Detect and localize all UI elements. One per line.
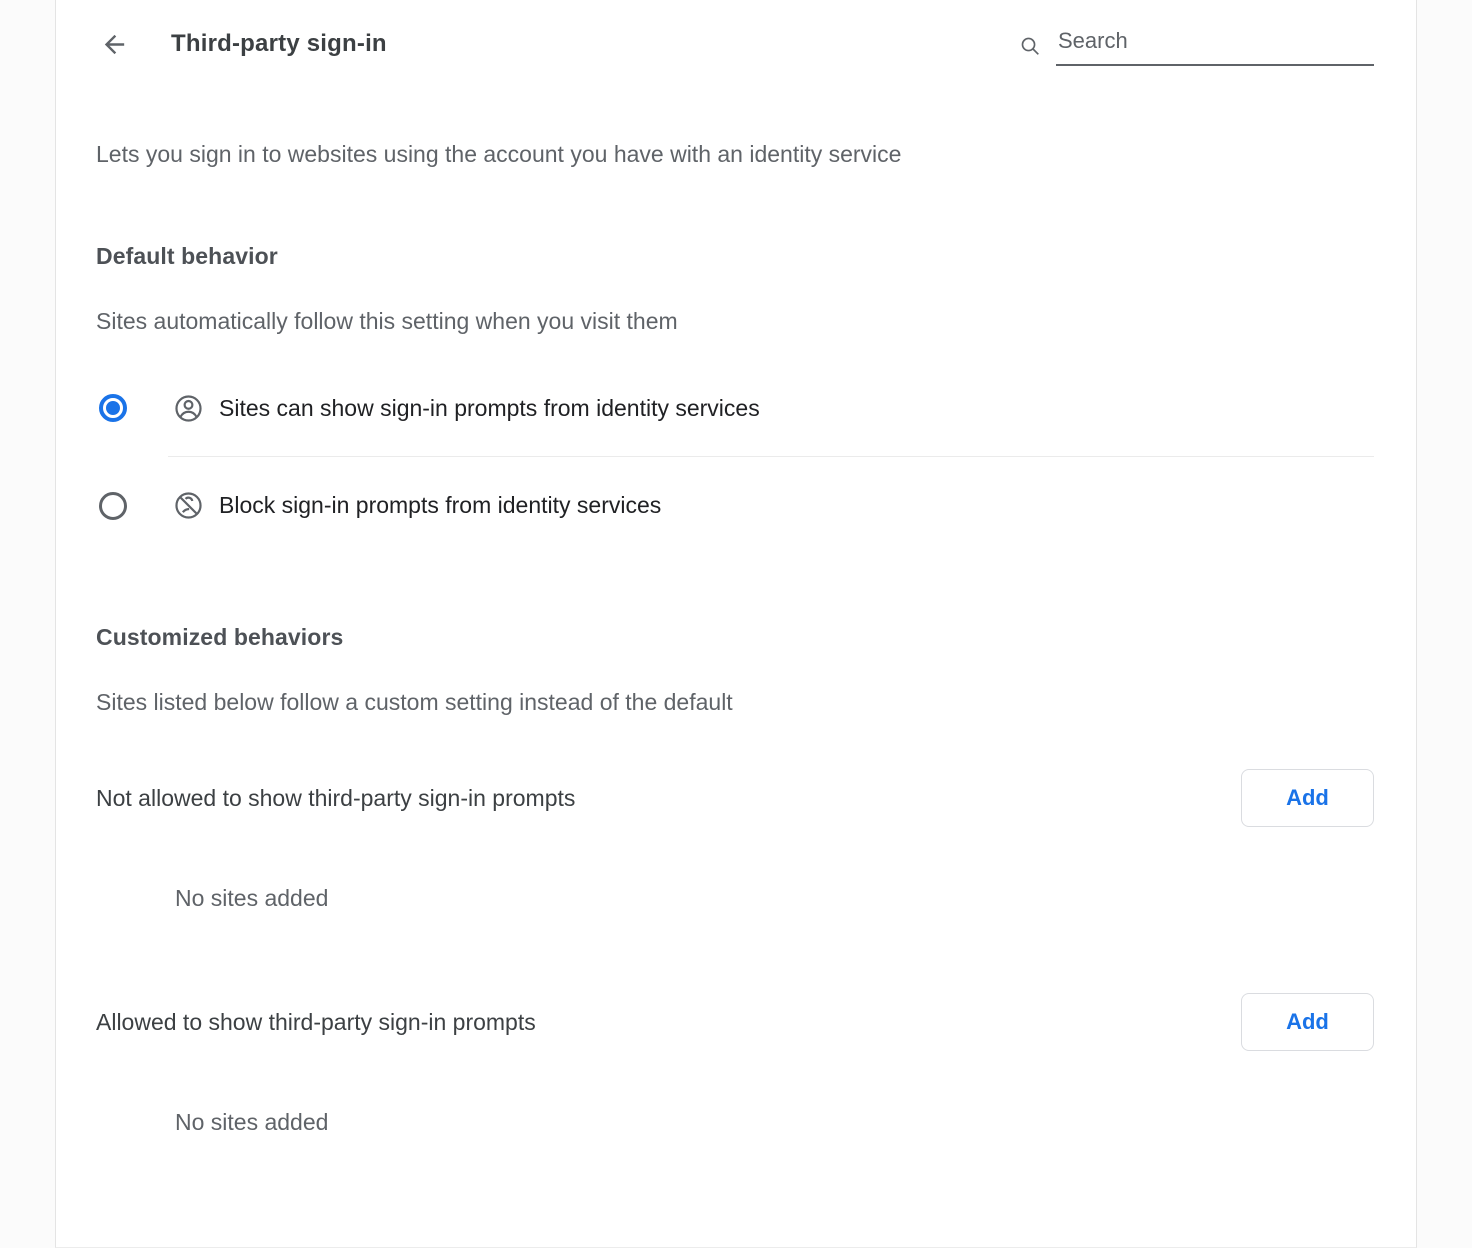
settings-card	[55, 0, 1417, 1248]
page-header	[56, 0, 1416, 88]
allowed-label: Allowed to show third-party sign-in prompts	[96, 1008, 536, 1035]
search-input[interactable]	[1056, 22, 1374, 66]
default-behavior-subtitle: Sites automatically follow this setting when you visit them	[96, 308, 678, 334]
customized-behaviors-subtitle: Sites listed below follow a custom setting instead of the default	[96, 689, 733, 715]
radio-button-unselected[interactable]	[99, 492, 127, 520]
arrow-back-icon	[100, 30, 129, 59]
customized-behaviors-heading: Customized behaviors	[96, 624, 344, 650]
back-button[interactable]	[100, 30, 129, 59]
radio-option-allow-signin[interactable]	[96, 360, 1374, 456]
page-title: Third-party sign-in	[171, 30, 387, 57]
radio-option-label: Block sign-in prompts from identity services	[219, 492, 662, 518]
account-circle-icon	[173, 393, 204, 424]
radio-option-block-signin[interactable]	[96, 457, 1374, 554]
radio-option-label: Sites can show sign-in prompts from identity services	[219, 394, 760, 421]
page-content	[56, 140, 1416, 1136]
default-behavior-heading: Default behavior	[96, 243, 278, 269]
not-allowed-section-row	[96, 769, 1374, 827]
no-account-icon	[173, 490, 204, 521]
not-allowed-label: Not allowed to show third-party sign-in prompts	[96, 784, 576, 811]
page-description: Lets you sign in to websites using the account you have with an identity service	[96, 141, 902, 167]
add-allowed-site-button[interactable]: Add	[1241, 993, 1374, 1051]
allowed-section-row	[96, 993, 1374, 1051]
allowed-empty-state: No sites added	[175, 1109, 329, 1135]
search-box	[1020, 22, 1374, 66]
add-blocked-site-button[interactable]: Add	[1241, 769, 1374, 827]
not-allowed-empty-state: No sites added	[175, 885, 329, 911]
search-icon	[1020, 36, 1042, 58]
radio-button-selected[interactable]	[99, 394, 127, 422]
